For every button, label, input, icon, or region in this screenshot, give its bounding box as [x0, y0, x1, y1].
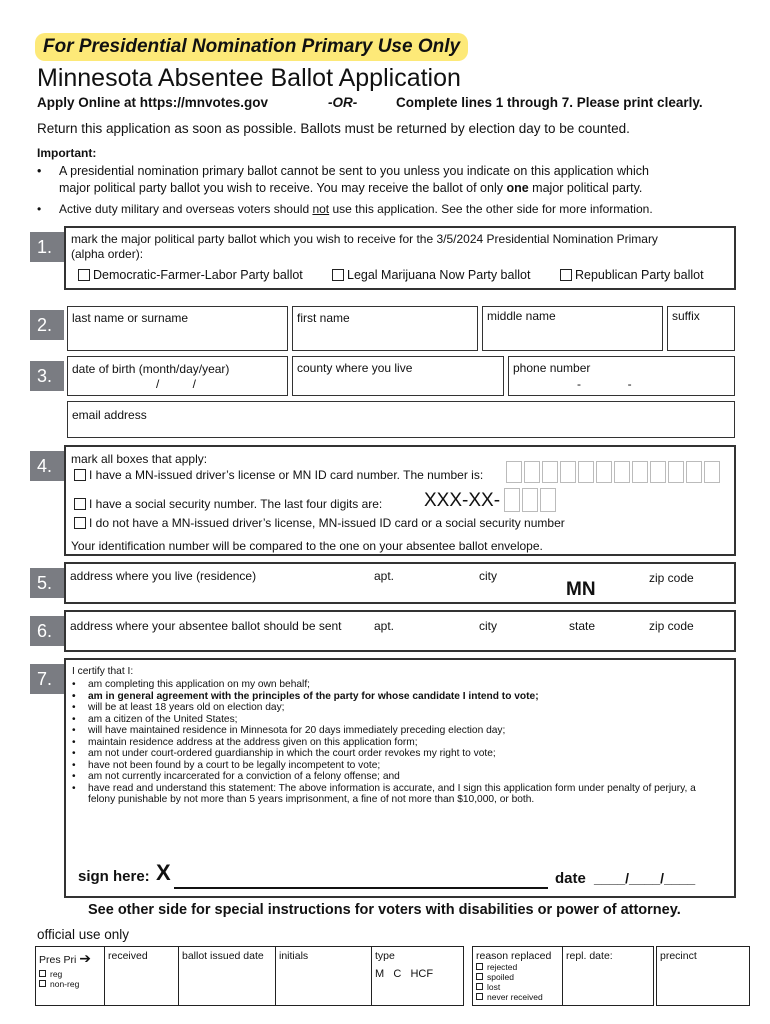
- last-name-label: last name or surname: [72, 311, 189, 325]
- mailing-address-field[interactable]: [64, 610, 736, 652]
- signature-x: X: [156, 860, 171, 885]
- date-line[interactable]: ____/____/____: [594, 870, 696, 886]
- dfl-option[interactable]: Democratic-Farmer-Labor Party ballot: [78, 268, 303, 282]
- sign-here-label: sign here:: [78, 868, 150, 885]
- dob-label: date of birth (month/day/year): [72, 362, 230, 376]
- residence-address-field[interactable]: [64, 562, 736, 604]
- cert-item: • am not currently incarcerated for a conviction of a felony offense; and: [70, 771, 720, 783]
- return-note: Return this application as soon as possible. Ballots must be returned by election day to be counted.: [37, 121, 630, 136]
- reason-replaced-cell: reason replaced rejected spoiled lost never received: [472, 946, 563, 1006]
- section-7-number: 7.: [30, 664, 64, 694]
- dob-slashes: / /: [156, 377, 197, 391]
- signature-line[interactable]: [174, 887, 548, 889]
- bullet-military: • Active duty military and overseas voters should not use this application. See the other side for more information.: [37, 202, 653, 216]
- phone-dashes: - -: [577, 377, 632, 391]
- residence-zip-label: zip code: [649, 571, 694, 585]
- rep-option[interactable]: Republican Party ballot: [560, 268, 704, 282]
- lmn-checkbox[interactable]: [332, 269, 344, 281]
- suffix-field[interactable]: [667, 306, 735, 351]
- other-side-note: See other side for special instructions for voters with disabilities or power of attorney.: [88, 902, 681, 918]
- phone-field[interactable]: [508, 356, 735, 396]
- section-1-party-selection: [64, 226, 736, 290]
- official-use-label: official use only: [37, 927, 130, 942]
- email-label: email address: [72, 408, 147, 422]
- phone-label: phone number: [513, 361, 591, 375]
- first-name-label: first name: [297, 311, 350, 325]
- mailing-city-label: city: [479, 619, 497, 633]
- middle-name-label: middle name: [487, 309, 556, 323]
- id-option-ssn[interactable]: I have a social security number. The last four digits are:: [74, 497, 382, 511]
- section-6-number: 6.: [30, 616, 64, 646]
- residence-state-value: MN: [566, 579, 596, 600]
- initials-cell: initials: [275, 946, 372, 1006]
- first-name-field[interactable]: [292, 306, 478, 351]
- county-label: county where you live: [297, 361, 413, 375]
- ssn-checkbox[interactable]: [74, 498, 86, 510]
- cert-item: • am a citizen of the United States;: [70, 714, 720, 726]
- party-instruction-2: (alpha order):: [71, 247, 144, 261]
- rep-checkbox[interactable]: [560, 269, 572, 281]
- section-1-number: 1.: [30, 232, 64, 262]
- cert-item: • am not under court-ordered guardianship in which the court order revokes my right to vote;: [70, 748, 720, 760]
- cert-item: • have not been found by a court to be legally incompetent to vote;: [70, 760, 720, 772]
- section-2-number: 2.: [30, 310, 64, 340]
- section-3-number: 3.: [30, 361, 64, 391]
- section-7-certification: [64, 658, 736, 898]
- section-5-number: 5.: [30, 568, 64, 598]
- cert-item: • have read and understand this statement: The above information is accurate, and I sign this application form under penalty of perjury, a felony punishable by not more than 5 years imprisonment, a fine of not more than $10,000, or both.: [70, 783, 720, 806]
- arrow-right-icon: ➔: [79, 950, 91, 966]
- license-number-boxes[interactable]: [506, 461, 722, 488]
- complete-lines-text: Complete lines 1 through 7. Please print clearly.: [396, 95, 703, 110]
- cert-item: • will be at least 18 years old on election day;: [70, 702, 720, 714]
- email-field[interactable]: [67, 401, 735, 438]
- mailing-apt-label: apt.: [374, 619, 395, 633]
- cert-list: [70, 679, 720, 806]
- license-checkbox[interactable]: [74, 469, 86, 481]
- residence-label: address where you live (residence): [70, 569, 257, 583]
- cert-intro: I certify that I:: [72, 666, 134, 677]
- precinct-cell: precinct: [656, 946, 750, 1006]
- cert-item: • am completing this application on my own behalf;: [70, 679, 720, 691]
- ballot-issued-cell: ballot issued date: [178, 946, 276, 1006]
- mailing-label: address where your absentee ballot should be sent: [70, 619, 342, 633]
- mailing-zip-label: zip code: [649, 619, 694, 633]
- important-label: Important:: [37, 146, 97, 160]
- date-label: date: [555, 870, 586, 887]
- ssn-prefix: XXX-XX-: [424, 490, 501, 511]
- id-option-none[interactable]: I do not have a MN-issued driver’s license, MN-issued ID card or a social security number: [74, 516, 565, 530]
- bullet-party-ballot: • A presidential nomination primary ballot cannot be sent to you unless you indicate on this application which major political party ballot you wish to receive. You may receive the ballot of only one major political party.: [37, 164, 649, 195]
- id-intro: mark all boxes that apply:: [71, 452, 208, 466]
- apply-online-text: Apply Online at https://mnvotes.gov: [37, 95, 269, 110]
- id-option-license[interactable]: I have a MN-issued driver’s license or MN ID card number. The number is:: [74, 468, 483, 482]
- id-compare-note: Your identification number will be compared to the one on your absentee ballot envelope.: [71, 539, 543, 553]
- residence-apt-label: apt.: [374, 569, 395, 583]
- dob-field[interactable]: [67, 356, 288, 396]
- form-title: Minnesota Absentee Ballot Application: [37, 64, 461, 92]
- county-field[interactable]: [292, 356, 504, 396]
- suffix-label: suffix: [672, 309, 700, 323]
- section-4-number: 4.: [30, 451, 64, 481]
- no-id-checkbox[interactable]: [74, 517, 86, 529]
- middle-name-field[interactable]: [482, 306, 663, 351]
- type-cell: type M C HCF: [371, 946, 464, 1006]
- pres-pri-cell: Pres Pri ➔ reg non-reg: [35, 946, 105, 1006]
- party-instruction: mark the major political party ballot which you wish to receive for the 3/5/2024 Presidential Nomination Primary: [71, 232, 658, 246]
- cert-item: • maintain residence address at the address given on this application form;: [70, 737, 720, 749]
- residence-city-label: city: [479, 569, 497, 583]
- repl-date-cell: repl. date:: [562, 946, 654, 1006]
- mailing-state-label: state: [569, 619, 596, 633]
- dfl-checkbox[interactable]: [78, 269, 90, 281]
- ssn-digit-boxes[interactable]: [504, 488, 558, 517]
- or-text: -OR-: [328, 95, 358, 110]
- last-name-field[interactable]: [67, 306, 288, 351]
- received-cell: received: [104, 946, 179, 1006]
- cert-item: • will have maintained residence in Minnesota for 20 days immediately preceding election day;: [70, 725, 720, 737]
- primary-use-banner: For Presidential Nomination Primary Use Only: [35, 33, 468, 61]
- section-4-identification: [64, 445, 736, 556]
- lmn-option[interactable]: Legal Marijuana Now Party ballot: [332, 268, 530, 282]
- cert-item-party: • am in general agreement with the principles of the party for whose candidate I intend to vote;: [70, 691, 720, 703]
